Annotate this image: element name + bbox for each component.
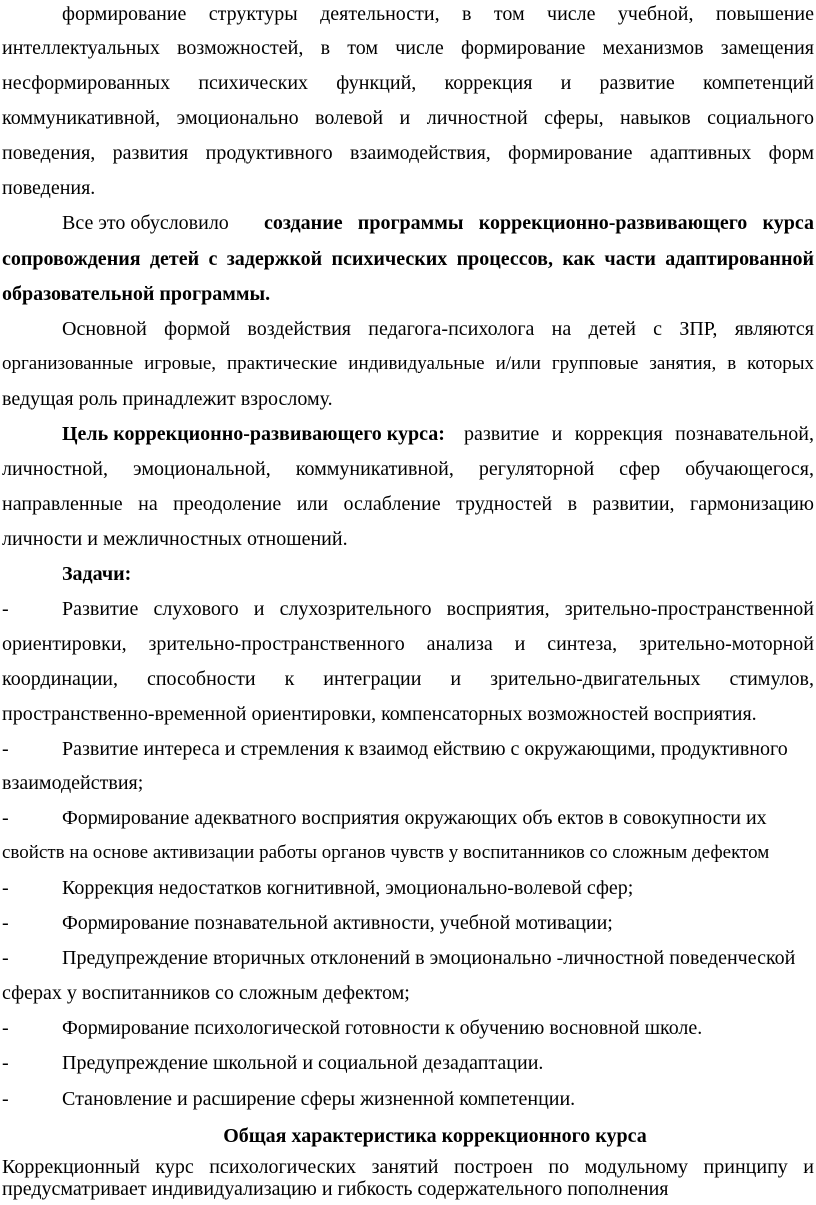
list-dash: - <box>2 947 9 969</box>
list-dash: - <box>2 877 9 899</box>
text-line: предусматривает индивидуализацию и гибкость содержательного пополнения <box>2 1178 669 1200</box>
text-line: личности и межличностных отношений. <box>2 528 348 550</box>
list-item-line: пространственно-временной ориентировки, компенсаторных возможностей восприятия. <box>2 703 757 725</box>
list-item: Становление и расширение сферы жизненной компетенции. <box>62 1088 576 1110</box>
text-line: организованные игровые, практические индивидуальные и/или групповые занятия, в которых <box>2 353 814 374</box>
text-line: поведения. <box>2 177 96 199</box>
list-dash: - <box>2 738 9 760</box>
list-item: Предупреждение школьной и социальной дезадаптации. <box>62 1052 544 1074</box>
text-line: формирование структуры деятельности, в том числе учебной, повышение <box>62 3 814 25</box>
list-item: Развитие интереса и стремления к взаимод ействию с окружающими, продуктивного <box>62 738 788 760</box>
text-line: личностной, эмоциональной, коммуникативной, регуляторной сфер обучающегося, <box>2 458 814 480</box>
bold-title-part: создание программы коррекционно-развивающего курса <box>264 212 814 234</box>
text-line: интеллектуальных возможностей, в том числе формирование механизмов замещения <box>2 37 814 59</box>
text-line <box>62 211 814 235</box>
list-dash: - <box>2 1017 9 1039</box>
text-line: Основной формой воздействия педагога-психолога на детей с ЗПР, являются <box>62 318 814 340</box>
bold-title-part: сопровождения детей с задержкой психических процессов, как части адаптированной <box>2 248 814 270</box>
text-line: направленные на преодоление или ослабление трудностей в развитии, гармонизацию <box>2 493 814 515</box>
bold-title-part: образовательной программы. <box>2 283 271 305</box>
intro-text: Все это обусловило <box>62 212 229 234</box>
list-dash: - <box>2 598 9 620</box>
text-line: несформированных психических функций, коррекция и развитие компетенций <box>2 72 814 94</box>
list-item: Предупреждение вторичных отклонений в эмоционально -личностной поведенческой <box>62 947 796 969</box>
list-dash: - <box>2 1088 9 1110</box>
goal-line <box>62 422 814 446</box>
list-item-line: сферах у воспитанников со сложным дефектом; <box>2 982 410 1004</box>
list-item: Развитие слухового и слухозрительного восприятия, зрительно-пространственной <box>62 598 814 620</box>
text-line: ведущая роль принадлежит взрослому. <box>2 388 333 410</box>
goal-text: развитие и коррекция познавательной, <box>464 423 814 445</box>
text-line: коммуникативной, эмоционально волевой и личностной сферы, навыков социального <box>2 107 814 129</box>
list-item: Коррекция недостатков когнитивной, эмоционально-волевой сфер; <box>62 877 634 899</box>
goal-label: Цель коррекционно-развивающего курса: <box>62 423 445 445</box>
list-item-line: свойств на основе активизации работы органов чувств у воспитанников со сложным дефектом <box>2 842 770 863</box>
list-item-line: взаимодействия; <box>2 772 144 794</box>
text-line: поведения, развития продуктивного взаимодействия, формирование адаптивных форм <box>2 142 814 164</box>
section-heading: Общая характеристика коррекционного курса <box>223 1125 647 1147</box>
list-dash: - <box>2 807 9 829</box>
list-item-line: ориентировки, зрительно-пространственного анализа и синтеза, зрительно-моторной <box>2 633 814 655</box>
list-item: Формирование адекватного восприятия окружающих объ ектов в совокупности их <box>62 807 767 829</box>
list-item-line: координации, способности к интеграции и зрительно-двигательных стимулов, <box>2 668 814 690</box>
list-dash: - <box>2 1052 9 1074</box>
list-item: Формирование познавательной активности, учебной мотивации; <box>62 912 613 934</box>
text-line: Коррекционный курс психологических занятий построен по модульному принципу и <box>2 1156 814 1178</box>
list-dash: - <box>2 912 9 934</box>
tasks-heading: Задачи: <box>62 563 132 585</box>
list-item: Формирование психологической готовности к обучению восновной школе. <box>62 1017 703 1039</box>
